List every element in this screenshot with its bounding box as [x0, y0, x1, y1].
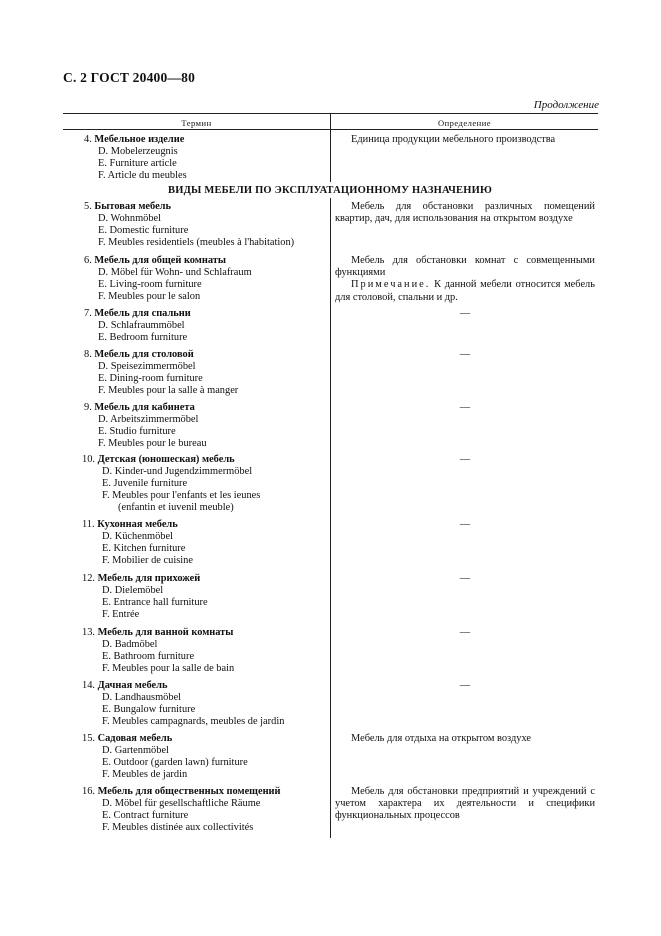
term-entry [82, 519, 328, 567]
term-translation: E. Domestic furniture [98, 225, 189, 236]
term-name: Кухонная мебель [97, 519, 178, 530]
term-translation: D. Speisezimmermöbel [98, 361, 196, 372]
term-number: 5. [84, 201, 92, 212]
term-name: Бытовая мебель [94, 201, 172, 212]
term-translation: D. Küchenmöbel [102, 531, 173, 542]
term-definition [335, 201, 595, 225]
term-number: 10. [82, 454, 95, 465]
term-entry [84, 134, 330, 182]
term-name: Мебель для ванной комнаты [97, 627, 234, 638]
term-number: 12. [82, 573, 95, 584]
term-entry [82, 733, 328, 781]
term-translation: E. Living-room furniture [98, 279, 202, 290]
document-header: С. 2 ГОСТ 20400—80 [63, 70, 196, 85]
term-name: Мебель для спальни [94, 308, 191, 319]
term-translation: E. Entrance hall furniture [102, 597, 208, 608]
term-translation: F. Meubles pour la salle de bain [102, 663, 235, 674]
term-entry [84, 308, 330, 344]
term-translation: F. Meubles pour le salon [98, 291, 201, 302]
section-heading: ВИДЫ МЕБЕЛИ ПО ЭКСПЛУАТАЦИОННОМУ НАЗНАЧЕНИЮ [168, 185, 492, 196]
definition-text: Единица продукции мебельного производства [351, 134, 556, 145]
term-number: 9. [84, 402, 92, 413]
column-divider [330, 130, 331, 182]
term-translation: F. Meubles pour le bureau [98, 438, 207, 449]
column-header-definition: Определение [437, 118, 492, 128]
term-definition: — [459, 519, 471, 530]
column-divider [330, 198, 331, 838]
term-translation: D. Möbel für gesellschaftliche Räume [102, 798, 261, 809]
term-number: 7. [84, 308, 92, 319]
note-text: К данной мебели относится мебель для столовой, спальни и др. [335, 279, 595, 303]
term-translation: E. Bedroom furniture [98, 332, 188, 343]
term-number: 8. [84, 349, 92, 360]
term-entry [84, 402, 330, 450]
term-definition: — [459, 573, 471, 584]
term-translation: F. Meubles de jardin [102, 769, 188, 780]
term-entry [84, 201, 330, 249]
term-definition: — [459, 680, 471, 691]
term-definition [335, 255, 595, 304]
term-translation: F. Entrée [102, 609, 140, 620]
term-translation: E. Juvenile furniture [102, 478, 188, 489]
term-translation: D. Dielemöbel [102, 585, 164, 596]
term-translation: F. Mobilier de cuisine [102, 555, 193, 566]
term-definition [335, 733, 595, 745]
term-translation: F. Meubles campagnards, meubles de jardin [102, 716, 285, 727]
term-number: 4. [84, 134, 92, 145]
term-number: 6. [84, 255, 92, 266]
definition-text: Мебель для отдыха на открытом воздухе [351, 733, 531, 744]
term-translation: D. Möbel für Wohn- und Schlafraum [98, 267, 252, 278]
term-number: 11. [82, 519, 95, 530]
term-translation: E. Outdoor (garden lawn) furniture [102, 757, 248, 768]
term-name: Мебель для прихожей [97, 573, 201, 584]
term-number: 13. [82, 627, 95, 638]
term-number: 14. [82, 680, 95, 691]
note-label: Примечание. [351, 279, 431, 291]
term-name: Мебельное изделие [94, 134, 185, 145]
term-translation: D. Kinder-und Jugendzimmermöbel [102, 466, 253, 477]
definition-text: Мебель для обстановки различных помещений квартир, дач, для использования на открытом воздухе [335, 201, 595, 225]
term-number: 16. [82, 786, 95, 797]
term-translation: D. Landhausmöbel [102, 692, 182, 703]
term-translation: D. Schlafraummöbel [98, 320, 185, 331]
term-translation: F. Meubles distinée aux collectivités [102, 822, 254, 833]
term-translation: E. Contract furniture [102, 810, 189, 821]
term-definition: — [459, 402, 471, 413]
term-name: Мебель для столовой [94, 349, 194, 360]
term-translation: F. Meubles pour l'enfants et les ieunes [102, 490, 261, 501]
term-translation: E. Bungalow furniture [102, 704, 196, 715]
term-translation: E. Studio furniture [98, 426, 176, 437]
term-translation: D. Mobelerzeugnis [98, 146, 178, 157]
term-translation: E. Dining-room furniture [98, 373, 203, 384]
term-translation: E. Furniture article [98, 158, 177, 169]
term-translation: D. Wohnmöbel [98, 213, 162, 224]
term-translation: F. Meubles pour la salle à manger [98, 385, 239, 396]
term-translation: F. Meubles residentiels (meubles à l'habitation) [98, 237, 295, 248]
term-entry [84, 255, 330, 303]
term-entry [84, 349, 330, 397]
term-name: Мебель для кабинета [94, 402, 195, 413]
term-number: 15. [82, 733, 95, 744]
term-entry [82, 680, 328, 728]
term-definition [335, 134, 595, 146]
definition-text: Мебель для обстановки комнат с совмещенными функциями [335, 255, 595, 279]
term-entry [82, 786, 328, 834]
term-name: Мебель для общей комнаты [94, 255, 226, 266]
column-header-term: Термин [181, 118, 212, 128]
term-name: Мебель для общественных помещений [97, 786, 281, 797]
term-name: Садовая мебель [97, 733, 173, 744]
term-translation: E. Bathroom furniture [102, 651, 195, 662]
term-translation: (enfantin et iuvenil meuble) [118, 502, 234, 513]
term-definition: — [459, 349, 471, 360]
term-translation: E. Kitchen furniture [102, 543, 186, 554]
continuation-label: Продолжение [533, 99, 599, 111]
term-translation: D. Arbeitszimmermöbel [98, 414, 199, 425]
term-definition: — [459, 454, 471, 465]
term-definition: — [459, 308, 471, 319]
term-entry [82, 627, 328, 675]
term-name: Детская (юношеская) мебель [97, 454, 235, 465]
term-definition: — [459, 627, 471, 638]
term-entry [82, 454, 328, 514]
term-entry [82, 573, 328, 621]
term-name: Дачная мебель [97, 680, 168, 691]
term-translation: D. Badmöbel [102, 639, 158, 650]
term-translation: F. Article du meubles [98, 170, 187, 181]
term-definition [335, 786, 595, 823]
definition-text: Мебель для обстановки предприятий и учреждений с учетом характера их деятельности и специфики функциональных процессов [335, 786, 595, 822]
term-translation: D. Gartenmöbel [102, 745, 169, 756]
